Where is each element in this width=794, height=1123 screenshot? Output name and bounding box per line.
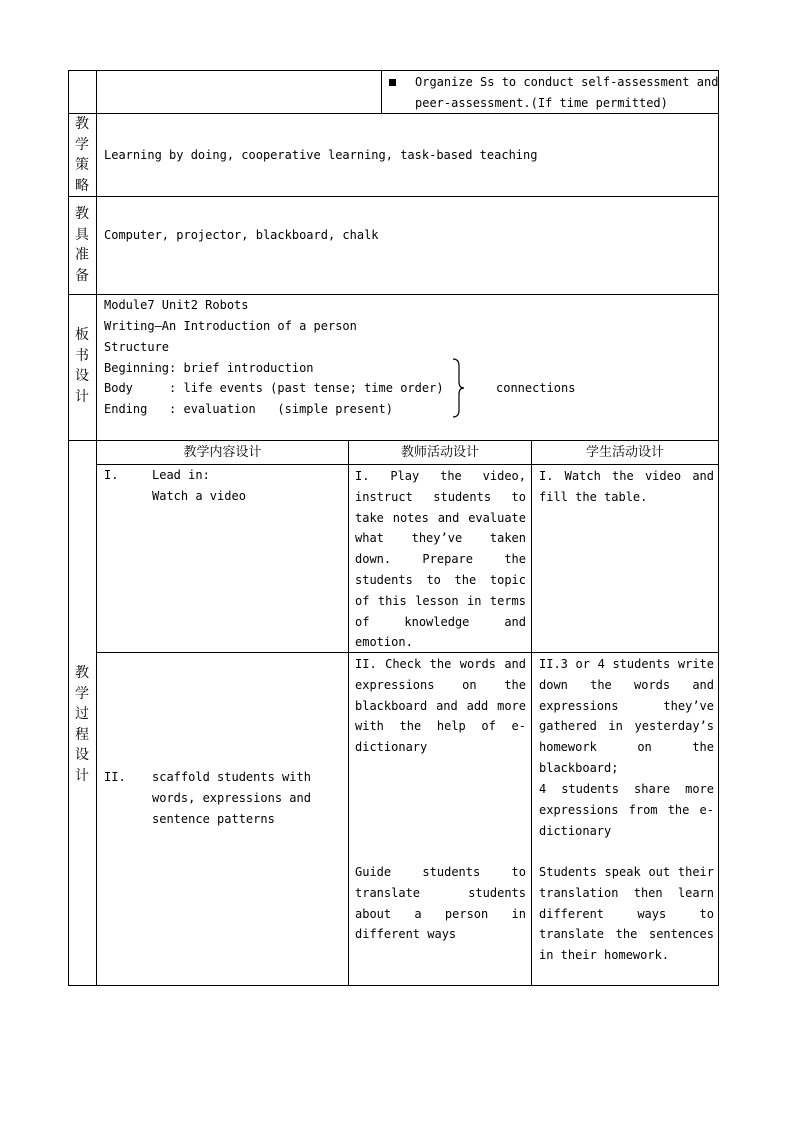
row2-content-line: scaffold students with xyxy=(152,770,311,784)
board-label: 板 书 设 计 xyxy=(75,327,89,405)
board-line: Module7 Unit2 Robots xyxy=(104,298,249,312)
materials-label: 教 具 准 备 xyxy=(75,206,89,284)
row2-teacher-activity-check: II. Check the words and expressions on the blackboard and add more with the help of e-dictionary xyxy=(355,657,526,755)
header-teacher-activity: 教师活动设计 xyxy=(400,445,479,460)
row2-content-line: words, expressions and xyxy=(152,791,311,805)
row1-content-line: Watch a video xyxy=(152,489,246,503)
rule-top-mid xyxy=(381,70,382,114)
row2-teacher-activity-guide: Guide students to translate students about a person in different ways xyxy=(355,865,526,942)
header-student-activity: 学生活动设计 xyxy=(585,445,664,460)
board-line: Ending : evaluation (simple present) xyxy=(104,402,393,416)
strategy-content: Learning by doing, cooperative learning, task-based teaching xyxy=(104,148,538,162)
assessment-line-2: peer-assessment.(If time permitted) xyxy=(415,96,668,110)
row2-student-activity-translate: Students speak out their translation then learn different ways to translate the sentences in their homework. xyxy=(539,865,714,963)
rule-col-teacher xyxy=(531,440,532,986)
rule-4 xyxy=(68,440,719,441)
row2-student-activity-share: 4 students share more expressions from the e-dictionary xyxy=(539,782,714,838)
row1-content-line: Lead in: xyxy=(152,468,210,482)
board-line: Structure xyxy=(104,340,170,354)
bullet-square-icon xyxy=(389,79,396,86)
board-line: Beginning: brief introduction xyxy=(104,361,314,375)
row1-student-activity: I. Watch the video and fill the table. xyxy=(539,469,714,504)
rule-top xyxy=(68,70,719,71)
rule-2 xyxy=(68,196,719,197)
row2-content-line: sentence patterns xyxy=(152,812,275,826)
rule-label-col xyxy=(96,70,97,986)
materials-content: Computer, projector, blackboard, chalk xyxy=(104,228,379,242)
board-connections: connections xyxy=(496,381,576,395)
right-brace-icon xyxy=(450,358,466,418)
rule-col-content xyxy=(348,440,349,986)
header-content-design: 教学内容设计 xyxy=(183,445,262,460)
board-line: Body : life events (past tense; time order) xyxy=(104,381,444,395)
rule-right xyxy=(718,70,719,986)
process-label: 教 学 过 程 设 计 xyxy=(75,665,89,784)
assessment-line-1: Organize Ss to conduct self-assessment and xyxy=(415,75,719,89)
row2-student-activity-write: II.3 or 4 students write down the words and expressions they’ve gathered in yesterday’s homework on the blackboard; xyxy=(539,657,714,775)
strategy-label: 教 学 策 略 xyxy=(75,116,89,194)
row1-number: I. xyxy=(104,468,119,482)
board-line: Writing—An Introduction of a person xyxy=(104,319,357,333)
row2-number: II. xyxy=(104,770,126,784)
row1-teacher-activity: I. Play the video, instruct students to take notes and evaluate what they’ve taken down. Prepare the students to the topic of this lesson in terms of knowledge and emotion. xyxy=(355,469,526,650)
rule-bottom xyxy=(68,985,719,986)
